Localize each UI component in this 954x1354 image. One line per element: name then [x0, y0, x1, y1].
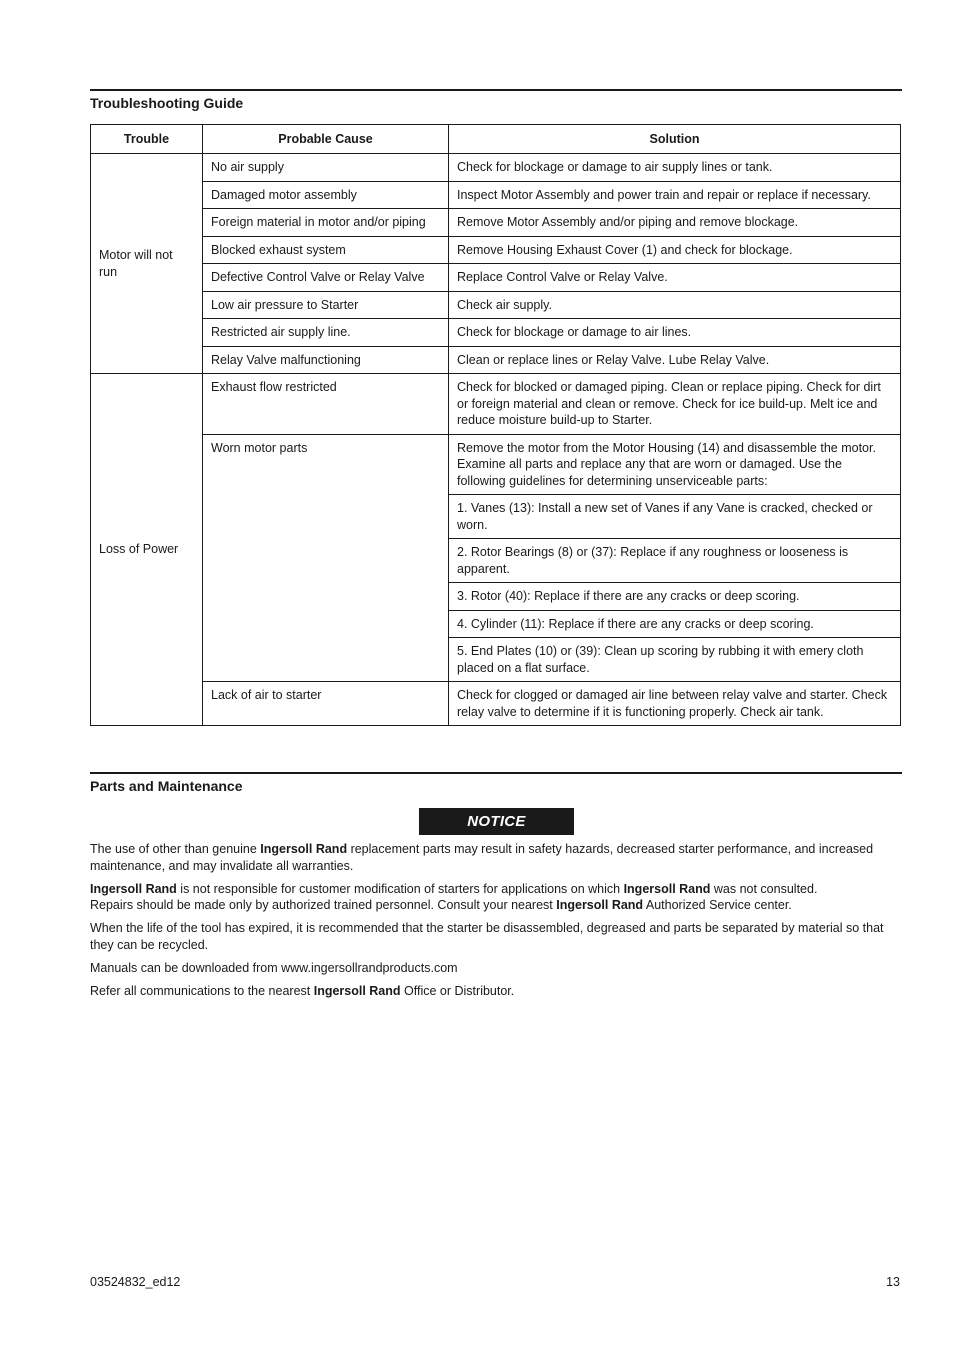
solution-cell: Remove the motor from the Motor Housing (14) and disassemble the motor. Examine all parts and replace any that are worn or damaged. Use the following guidelines for determining unserviceable parts:: [449, 434, 901, 495]
text-span: was not consulted.: [710, 881, 818, 896]
solution-cell: Check for blockage or damage to air supply lines or tank.: [449, 154, 901, 182]
notice-banner: NOTICE: [419, 808, 574, 835]
table-row: [91, 209, 901, 237]
cause-cell: Foreign material in motor and/or piping: [203, 209, 449, 237]
table-row: [91, 154, 901, 182]
paragraph-genuine-parts: [90, 841, 905, 874]
solution-cell: Check for clogged or damaged air line between relay valve and starter. Check relay valve to determine if it is functioning properly. Check air tank.: [449, 682, 901, 726]
text-span: replacement parts may result in safety hazards, decreased starter performance, and increased maintenance, and may invalidate all warranties.: [90, 842, 874, 873]
table-row: [91, 264, 901, 292]
paragraph-communications: [90, 983, 905, 1000]
table-row: [91, 291, 901, 319]
cause-cell: No air supply: [203, 154, 449, 182]
cause-cell: Low air pressure to Starter: [203, 291, 449, 319]
table-row: [91, 319, 901, 347]
table-row: [91, 181, 901, 209]
table-body: [91, 154, 901, 726]
column-header-solution: Solution: [449, 125, 901, 154]
text-span: Repairs should be made only by authorized trained personnel. Consult your nearest: [90, 898, 557, 912]
solution-cell: Clean or replace lines or Relay Valve. Lube Relay Valve.: [449, 346, 901, 374]
solution-cell: Remove Housing Exhaust Cover (1) and check for blockage.: [449, 236, 901, 264]
troubleshooting-section: [90, 89, 902, 111]
cause-cell: Restricted air supply line.: [203, 319, 449, 347]
solution-cell: 2. Rotor Bearings (8) or (37): Replace if any roughness or looseness is apparent.: [449, 539, 901, 583]
footer-page-number: 13: [886, 1275, 900, 1289]
column-header-trouble: Trouble: [91, 125, 203, 154]
solution-cell: 4. Cylinder (11): Replace if there are any cracks or deep scoring.: [449, 610, 901, 638]
table-row: [91, 346, 901, 374]
cause-cell: Lack of air to starter: [203, 682, 449, 726]
brand-name: Ingersoll Rand: [90, 881, 177, 896]
solution-cell: 1. Vanes (13): Install a new set of Vanes if any Vane is cracked, checked or worn.: [449, 495, 901, 539]
table-row: [91, 434, 901, 495]
solution-cell: 5. End Plates (10) or (39): Clean up scoring by rubbing it with emery cloth placed on a flat surface.: [449, 638, 901, 682]
solution-cell: Remove Motor Assembly and/or piping and remove blockage.: [449, 209, 901, 237]
table-header-row: [91, 125, 901, 154]
paragraph-manuals: Manuals can be downloaded from www.ingersollrandproducts.com: [90, 960, 458, 975]
text-span: is not responsible for customer modification of starters for applications on which: [176, 881, 624, 896]
text-span: Authorized Service center.: [643, 898, 792, 912]
table-row: [91, 374, 901, 435]
solution-cell: Replace Control Valve or Relay Valve.: [449, 264, 901, 292]
text-span: Refer all communications to the nearest: [90, 983, 314, 998]
solution-cell: 3. Rotor (40): Replace if there are any cracks or deep scoring.: [449, 583, 901, 611]
parts-heading: Parts and Maintenance: [90, 778, 243, 794]
brand-name: Ingersoll Rand: [623, 881, 711, 896]
trouble-cell: Motor will not run: [91, 154, 203, 374]
paragraph-recycling: When the life of the tool has expired, it is recommended that the starter be disassembled, degreased and parts be separated by material so that they can be recycled.: [90, 921, 884, 952]
solution-cell: Check for blockage or damage to air lines.: [449, 319, 901, 347]
solution-cell: Check air supply.: [449, 291, 901, 319]
solution-cell: Inspect Motor Assembly and power train and repair or replace if necessary.: [449, 181, 901, 209]
solution-cell: Check for blocked or damaged piping. Clean or replace piping. Check for dirt or foreign material and clean or remove. Check for ice build-up. Melt ice and reduce moisture build-up to Starter.: [449, 374, 901, 435]
cause-cell: Relay Valve malfunctioning: [203, 346, 449, 374]
table-row: [91, 236, 901, 264]
text-span: The use of other than genuine: [90, 842, 261, 856]
cause-cell: Worn motor parts: [203, 434, 449, 682]
brand-name: Ingersoll Rand: [313, 983, 401, 998]
brand-name: Ingersoll Rand: [556, 898, 644, 912]
table-row: [91, 682, 901, 726]
troubleshooting-heading: Troubleshooting Guide: [90, 95, 244, 111]
parts-body: [90, 841, 905, 1006]
troubleshooting-table: [90, 124, 901, 726]
cause-cell: Exhaust flow restricted: [203, 374, 449, 435]
footer-doc-number: 03524832_ed12: [90, 1275, 181, 1289]
column-header-cause: Probable Cause: [203, 125, 449, 154]
trouble-cell: Loss of Power: [91, 374, 203, 726]
cause-cell: Blocked exhaust system: [203, 236, 449, 264]
text-span: Office or Distributor.: [400, 983, 515, 998]
cause-cell: Damaged motor assembly: [203, 181, 449, 209]
paragraph-responsibility: [90, 881, 905, 914]
parts-section: [90, 772, 902, 794]
brand-name: Ingersoll Rand: [260, 842, 348, 856]
cause-cell: Defective Control Valve or Relay Valve: [203, 264, 449, 292]
